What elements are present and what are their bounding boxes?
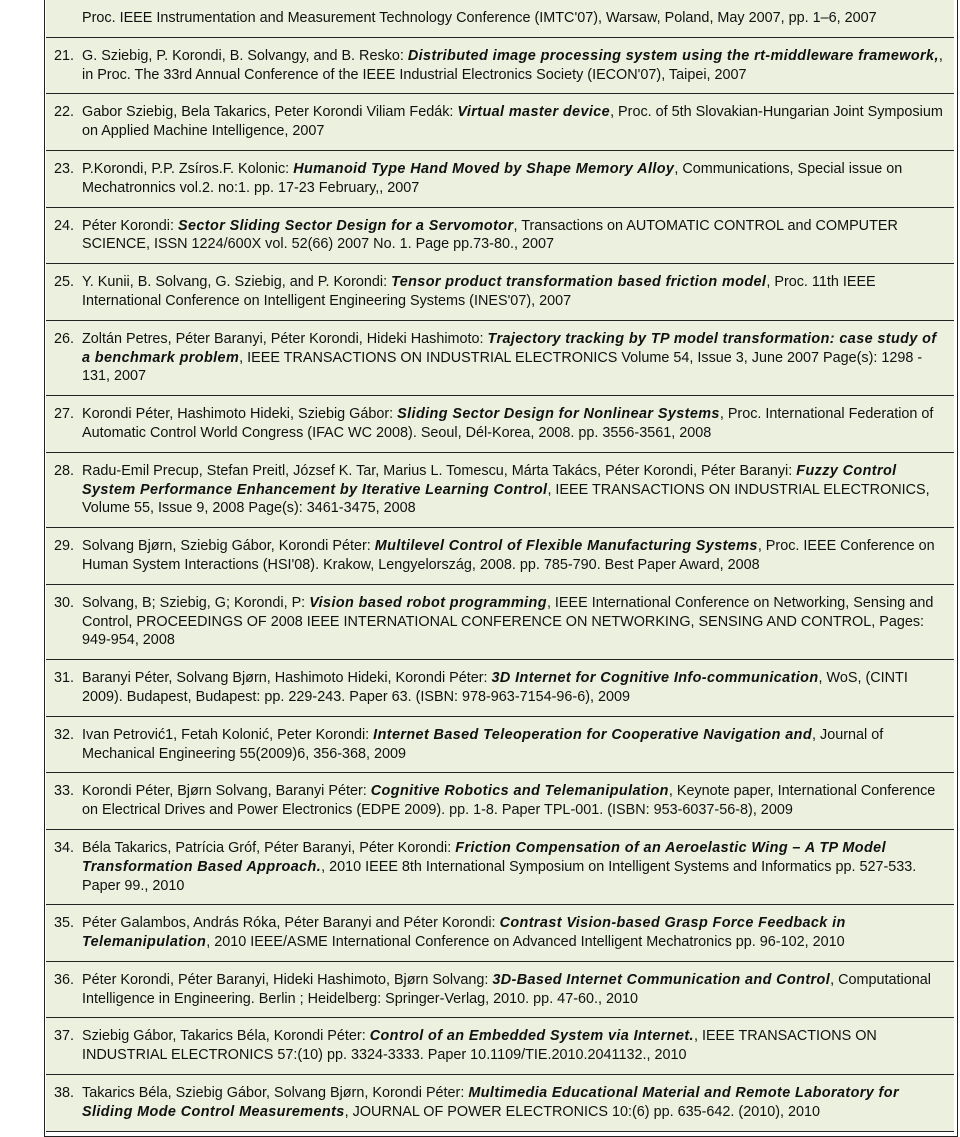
reference-item — [46, 0, 954, 38]
reference-authors: Radu-Emil Precup, Stefan Preitl, József K. Tar, Marius L. Tomescu, Márta Takács, Péter Korondi, Péter Baranyi: — [82, 462, 797, 479]
reference-venue: , in Proc. The 33rd Annual Conference of the IEEE Industrial Electronics Society (IECON'07), Taipei, 2007 — [82, 47, 943, 83]
reference-venue: , Keynote paper, International Conference on Electrical Drives and Power Electronics (EDPE 2009). pp. 1-8. Paper TPL-001. (ISBN: 953-6037-56-8), 2009 — [82, 783, 936, 819]
reference-authors: Béla Takarics, Patrícia Gróf, Péter Baranyi, Péter Korondi: — [82, 839, 456, 856]
reference-number: 27. — [53, 406, 74, 423]
reference-item — [46, 321, 954, 396]
reference-item — [46, 660, 954, 717]
reference-number: 29. — [53, 538, 74, 555]
reference-title: Fuzzy Control System Performance Enhancement by Iterative Learning Control — [82, 462, 897, 498]
reference-venue: , IEEE TRANSACTIONS ON INDUSTRIAL ELECTRONICS Volume 54, Issue 3, June 2007 Page(s): 1298 - 131, 2007 — [82, 349, 923, 385]
reference-title: Tensor product transformation based friction model — [391, 274, 767, 291]
reference-number: 34. — [53, 839, 74, 856]
reference-title: Friction Compensation of an Aeroelastic Wing – A TP Model Transformation Based Approach. — [82, 839, 886, 875]
reference-venue: , JOURNAL OF POWER ELECTRONICS 10:(6) pp. 635-642. (2010), 2010 — [344, 1103, 821, 1120]
reference-title: Sliding Sector Design for Nonlinear Systems — [397, 406, 720, 423]
reference-venue: , WoS, (CINTI 2009). Budapest, Budapest: pp. 229-243. Paper 63. (ISBN: 978-963-7154-96-6), 2009 — [82, 670, 908, 705]
reference-authors: Takarics Béla, Sziebig Gábor, Solvang Bjørn, Korondi Péter: — [82, 1085, 469, 1102]
reference-title: 3D-Based Internet Communication and Control — [492, 971, 831, 988]
reference-authors: Y. Kunii, B. Solvang, G. Sziebig, and P. Korondi: — [82, 274, 392, 291]
reference-title: Internet Based Teleoperation for Cooperative Navigation and — [373, 726, 813, 743]
reference-title: Control of an Embedded System via Internet. — [369, 1028, 694, 1045]
reference-authors: Péter Korondi: — [82, 217, 178, 234]
reference-venue: , 2010 IEEE/ASME International Conference on Advanced Intelligent Mechatronics pp. 96-102, 2010 — [206, 934, 845, 951]
reference-title: 3D Internet for Cognitive Info-communication — [491, 670, 819, 687]
reference-venue: , Communications, Special issue on Mechatronnics vol.2. no:1. pp. 17-23 February,, 2007 — [82, 160, 903, 196]
reference-venue: , IEEE International Conference on Networking, Sensing and Control, PROCEEDINGS OF 2008 IEEE INTERNATIONAL CONFERENCE ON NETWORKING, SENSING AND CONTROL, Pages: 949-954, 2008 — [82, 594, 934, 649]
reference-title: Multimedia Educational Material and Remote Laboratory for Sliding Mode Control Measurements — [82, 1085, 899, 1120]
reference-item — [46, 151, 954, 208]
reference-authors: Péter Galambos, András Róka, Péter Baranyi and Péter Korondi: — [82, 915, 500, 932]
reference-authors: P.Korondi, P.P. Zsíros.F. Kolonic: — [82, 160, 294, 177]
reference-item — [46, 528, 954, 585]
reference-authors: Sziebig Gábor, Takarics Béla, Korondi Péter: — [82, 1028, 370, 1045]
reference-item — [46, 585, 954, 660]
reference-title: Cognitive Robotics and Telemanipulation — [370, 783, 669, 800]
reference-authors: Péter Korondi, Péter Baranyi, Hideki Hashimoto, Bjørn Solvang: — [82, 971, 493, 988]
reference-title: Contrast Vision-based Grasp Force Feedback in Telemanipulation — [82, 915, 846, 951]
reference-item — [46, 1018, 954, 1075]
reference-venue: , Transactions on AUTOMATIC CONTROL and COMPUTER SCIENCE, ISSN 1224/600X vol. 52(66) 2007 No. 1. Page pp.73-80., 2007 — [82, 217, 898, 253]
reference-authors: Baranyi Péter, Solvang Bjørn, Hashimoto Hideki, Korondi Péter: — [82, 670, 492, 687]
reference-number: 21. — [53, 47, 74, 64]
reference-item — [46, 264, 954, 321]
reference-authors: G. Sziebig, P. Korondi, B. Solvangy, and B. Resko: — [82, 47, 408, 64]
reference-item — [46, 94, 954, 151]
reference-venue: , IEEE TRANSACTIONS ON INDUSTRIAL ELECTRONICS 57:(10) pp. 3324-3333. Paper 10.1109/TIE.2010.2041132., 2010 — [82, 1028, 877, 1064]
reference-title: Trajectory tracking by TP model transformation: case study of a benchmark problem — [82, 330, 937, 366]
reference-authors: Gabor Sziebig, Bela Takarics, Peter Korondi Viliam Fedák: — [82, 104, 458, 121]
reference-venue: , Computational Intelligence in Engineering. Berlin ; Heidelberg: Springer-Verlag, 2010. pp. 47-60., 2010 — [82, 971, 931, 1007]
reference-authors: Korondi Péter, Bjørn Solvang, Baranyi Péter: — [82, 783, 371, 800]
reference-authors: Solvang Bjørn, Sziebig Gábor, Korondi Péter: — [82, 538, 375, 555]
reference-number: 28. — [53, 462, 74, 479]
reference-list — [46, 0, 954, 1132]
reference-item — [46, 1075, 954, 1132]
reference-item — [46, 208, 954, 265]
reference-venue: , Proc. IEEE Conference on Human System Interactions (HSI'08). Krakow, Lengyelország, 2008. pp. 785-790. Best Paper Award, 2008 — [82, 538, 935, 573]
reference-item — [46, 396, 954, 453]
reference-item — [46, 717, 954, 774]
reference-number: 24. — [53, 217, 74, 234]
reference-authors: Ivan Petrović1, Fetah Kolonić, Peter Korondi: — [82, 726, 374, 743]
reference-venue: , Proc. 11th IEEE International Conference on Intelligent Engineering Systems (INES'07), 2007 — [82, 274, 876, 309]
reference-number: 25. — [53, 274, 74, 291]
reference-number: 35. — [53, 915, 74, 932]
reference-item — [46, 962, 954, 1019]
reference-item — [46, 905, 954, 962]
reference-authors: Korondi Péter, Hashimoto Hideki, Sziebig Gábor: — [82, 406, 398, 423]
reference-number: 36. — [53, 971, 74, 988]
reference-authors: Zoltán Petres, Péter Baranyi, Péter Korondi, Hideki Hashimoto: — [82, 330, 488, 347]
reference-item — [46, 453, 954, 528]
reference-title: Virtual master device — [457, 104, 611, 121]
reference-item — [46, 773, 954, 830]
reference-number: 22. — [53, 104, 74, 121]
reference-number: 38. — [53, 1085, 74, 1102]
reference-number: 31. — [53, 670, 74, 687]
reference-number: 30. — [53, 594, 74, 611]
reference-title: Humanoid Type Hand Moved by Shape Memory Alloy — [293, 160, 675, 177]
reference-venue: , 2010 IEEE 8th International Symposium on Intelligent Systems and Informatics pp. 527-533. Paper 99., 2010 — [82, 858, 917, 894]
reference-title: Multilevel Control of Flexible Manufacturing Systems — [374, 538, 758, 555]
reference-title: Distributed image processing system using the rt-middleware framework, — [407, 47, 939, 64]
reference-venue: , Journal of Mechanical Engineering 55(2009)6, 356-368, 2009 — [82, 726, 884, 762]
reference-title: Sector Sliding Sector Design for a Servomotor — [178, 217, 514, 234]
reference-number: 33. — [53, 783, 74, 800]
reference-item — [46, 830, 954, 905]
reference-authors: Solvang, B; Sziebig, G; Korondi, P: — [82, 594, 310, 611]
reference-number: 26. — [53, 330, 74, 347]
reference-number: 32. — [53, 726, 74, 743]
reference-venue: , Proc. International Federation of Automatic Control World Congress (IFAC WC 2008). Seoul, Dél-Korea, 2008. pp. 3556-3561, 2008 — [82, 406, 934, 441]
reference-number: 23. — [53, 160, 74, 177]
reference-authors: Proc. IEEE Instrumentation and Measurement Technology Conference (IMTC'07), Warsaw, Poland, May 2007, pp. 1–6, 2007 — [82, 10, 877, 26]
reference-number: 37. — [53, 1028, 74, 1045]
reference-item — [46, 38, 954, 95]
reference-venue: , Proc. of 5th Slovakian-Hungarian Joint Symposium on Applied Machine Intelligence, 2007 — [82, 104, 943, 140]
reference-title: Vision based robot programming — [309, 594, 547, 611]
reference-venue: , IEEE TRANSACTIONS ON INDUSTRIAL ELECTRONICS, Volume 55, Issue 9, 2008 Page(s): 3461-3475, 2008 — [82, 481, 930, 517]
